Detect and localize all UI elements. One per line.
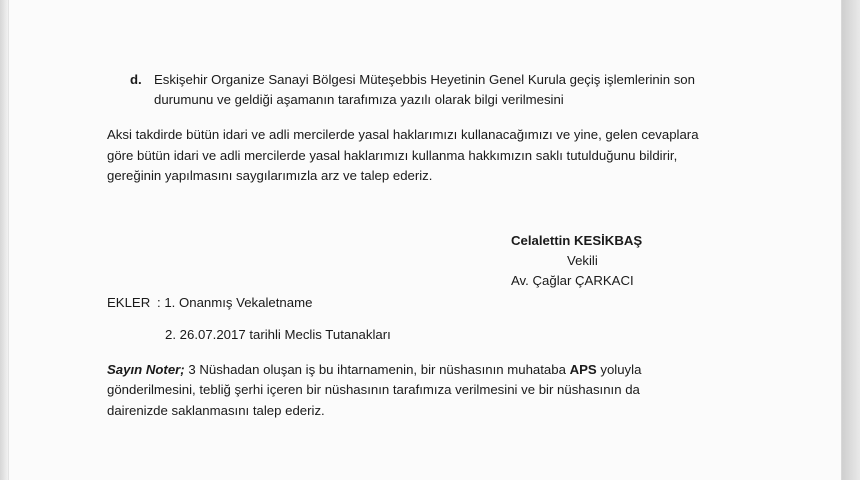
signature-role: Vekili bbox=[567, 253, 598, 268]
notary-line-1-text-c: yoluyla bbox=[596, 362, 642, 377]
attachment-item-1: : 1. Onanmış Vekaletname bbox=[157, 295, 313, 310]
attachment-item-2: 2. 26.07.2017 tarihli Meclis Tutanakları bbox=[165, 327, 391, 342]
item-d-line-2: durumunu ve geldiği aşamanın tarafımıza yazılı olarak bilgi verilmesini bbox=[154, 92, 564, 107]
notary-line-3: dairenizde saklanmasını talep ederiz. bbox=[107, 403, 325, 418]
signature-lawyer: Av. Çağlar ÇARKACI bbox=[511, 273, 634, 288]
item-d-marker: d. bbox=[130, 72, 142, 87]
item-d-line-1: Eskişehir Organize Sanayi Bölgesi Müteşebbis Heyetinin Genel Kurula geçiş işlemlerinin son bbox=[154, 72, 695, 87]
paragraph-line-3: gereğinin yapılmasını saygılarımızla arz ve talep ederiz. bbox=[107, 168, 433, 183]
paragraph-line-1: Aksi takdirde bütün idari ve adli mercilerde yasal haklarımızı kullanacağımızı ve yine, gelen cevaplara bbox=[107, 127, 699, 142]
notary-line-2: gönderilmesini, tebliğ şerhi içeren bir nüshasının tarafımıza verilmesini ve bir nüshasının da bbox=[107, 382, 640, 397]
page-left-edge bbox=[0, 0, 8, 480]
signature-last-name: KESİKBAŞ bbox=[574, 233, 643, 248]
notary-line-1 bbox=[107, 361, 641, 379]
notary-line-1-text-a: 3 Nüshadan oluşan iş bu ihtarnamenin, bir nüshasının muhataba bbox=[184, 362, 570, 377]
notary-addressee: Sayın Noter; bbox=[107, 362, 185, 377]
signature-first-name: Celalettin bbox=[511, 233, 575, 248]
notary-aps: APS bbox=[569, 362, 597, 377]
signature-name bbox=[511, 232, 642, 250]
page-right-edge bbox=[842, 0, 860, 480]
paragraph-line-2: göre bütün idari ve adli mercilerde yasal haklarımızı kullanma hakkımızın saklı tutulduğunu bildirir, bbox=[107, 148, 678, 163]
attachments-label: EKLER bbox=[107, 295, 151, 310]
